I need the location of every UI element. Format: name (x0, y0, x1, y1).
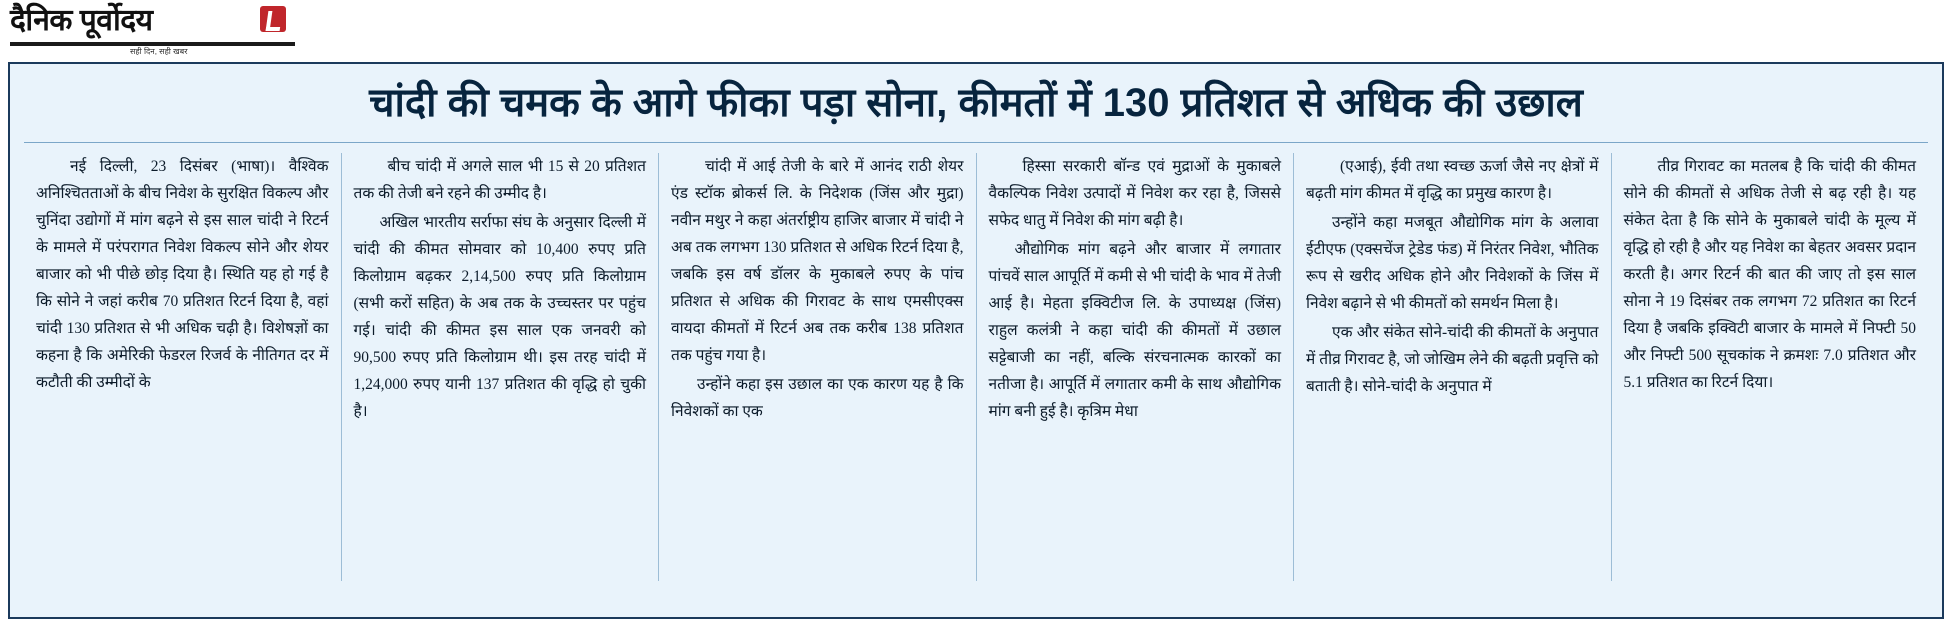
masthead-title: दैनिक पूर्वोदय (10, 4, 153, 37)
article-column (1293, 153, 1611, 581)
red-square-logo-icon (260, 6, 286, 32)
article-column (24, 153, 341, 581)
article-column (1611, 153, 1929, 581)
paragraph: अखिल भारतीय सर्राफा संघ के अनुसार दिल्ली में चांदी की कीमत सोमवार को 10,400 रुपए प्रति किलोग्राम बढ़कर 2,14,500 रुपए प्रति किलोग्राम (सभी करों सहित) के अब तक के उच्चस्तर पर पहुंच गई। चांदी की कीमत इस साल एक जनवरी को 90,500 रुपए प्रति किलोग्राम थी। इस तरह चांदी में 1,24,000 रुपए यानी 137 प्रतिशत की वृद्धि हो चुकी है। (353, 214, 646, 420)
paragraph: तीव्र गिरावट का मतलब है कि चांदी की कीमत सोने की कीमतों से अधिक तेजी से बढ़ रही है। यह संकेत देता है कि सोने के मुकाबले चांदी के मूल्य में वृद्धि हो रही है और यह निवेश का बेहतर अवसर प्रदान करती है। अगर रिटर्न की बात की जाए तो इस साल सोना ने 19 दिसंबर तक लगभग 72 प्रतिशत का रिटर्न दिया है जबकि इक्विटी बाजार के मामले में निफ्टी 50 और निफ्टी 500 सूचकांक ने क्रमशः 7.0 प्रतिशत और 5.1 प्रतिशत का रिटर्न दिया। (1623, 158, 1916, 391)
paragraph: उन्होंने कहा इस उछाल का एक कारण यह है कि निवेशकों का एक (671, 376, 964, 420)
article-column (341, 153, 659, 581)
paragraph: नई दिल्ली, 23 दिसंबर (भाषा)। वैश्विक अनिश्चितताओं के बीच निवेश के सुरक्षित विकल्प और चुनिंदा उद्योगों में मांग बढ़ने से इस साल चांदी ने रिटर्न के मामले में परंपरागत निवेश विकल्प सोने और शेयर बाजार को भी पीछे छोड़ दिया है। स्थिति यह हो गई है कि सोने ने जहां करीब 70 प्रतिशत रिटर्न दिया है, वहां चांदी 130 प्रतिशत से भी अधिक चढ़ी है। विशेषज्ञों का कहना है कि अमेरिकी फेडरल रिजर्व के नीतिगत दर में कटौती की उम्मीदों के (36, 158, 329, 391)
paragraph: उन्होंने कहा मजबूत औद्योगिक मांग के अलावा ईटीएफ (एक्सचेंज ट्रेडेड फंड) में निरंतर निवेश, भौतिक रूप से खरीद अधिक होने और निवेशकों के जिंस में निवेश बढ़ाने से भी कीमतों को समर्थन मिला है। (1306, 214, 1599, 312)
article-column (976, 153, 1294, 581)
paragraph: एक और संकेत सोने-चांदी की कीमतों के अनुपात में तीव्र गिरावट है, जो जोखिम लेने की बढ़ती प्रवृत्ति को बताती है। सोने-चांदी के अनुपात में (1306, 324, 1599, 395)
paragraph: हिस्सा सरकारी बॉन्ड एवं मुद्राओं के मुकाबले वैकल्पिक निवेश उत्पादों में निवेश कर रहा है, जिससे सफेद धातु में निवेश की मांग बढ़ी है। (988, 158, 1281, 229)
paragraph: (एआई), ईवी तथा स्वच्छ ऊर्जा जैसे नए क्षेत्रों में बढ़ती मांग कीमत में वृद्धि का प्रमुख कारण है। (1306, 158, 1599, 202)
paragraph: बीच चांदी में अगले साल भी 15 से 20 प्रतिशत तक की तेजी बने रहने की उम्मीद है। (353, 158, 646, 202)
paragraph: औद्योगिक मांग बढ़ने और बाजार में लगातार पांचवें साल आपूर्ति में कमी से भी चांदी के भाव में तेजी आई है। मेहता इक्विटीज लि. के उपाध्यक्ष (जिंस) राहुल कलंत्री ने कहा चांदी की कीमतों में उछाल सट्टेबाजी का नहीं, बल्कि संरचनात्मक कारकों का नतीजा है। आपूर्ति में लगातार कमी के साथ औद्योगिक मांग बनी हुई है। कृत्रिम मेधा (988, 241, 1281, 420)
article-container (8, 62, 1944, 619)
paragraph: चांदी में आई तेजी के बारे में आनंद राठी शेयर एंड स्टॉक ब्रोकर्स लि. के निदेशक (जिंस और मुद्रा) नवीन मथुर ने कहा अंतर्राष्ट्रीय हाजिर बाजार में चांदी ने अब तक लगभग 130 प्रतिशत से अधिक रिटर्न दिया है, जबकि इस वर्ष डॉलर के मुकाबले रुपए के पांच प्रतिशत से अधिक की गिरावट के साथ एमसीएक्स वायदा कीमतों में रिटर्न अब तक करीब 138 प्रतिशत तक पहुंच गया है। (671, 158, 964, 364)
page-title: चांदी की चमक के आगे फीका पड़ा सोना, कीमतों में 130 प्रतिशत से अधिक की उछाल (369, 81, 1583, 125)
masthead-tagline: सही दिन, सही खबर (130, 47, 188, 56)
article-column (658, 153, 976, 581)
masthead (10, 4, 310, 58)
article-columns (10, 143, 1942, 591)
